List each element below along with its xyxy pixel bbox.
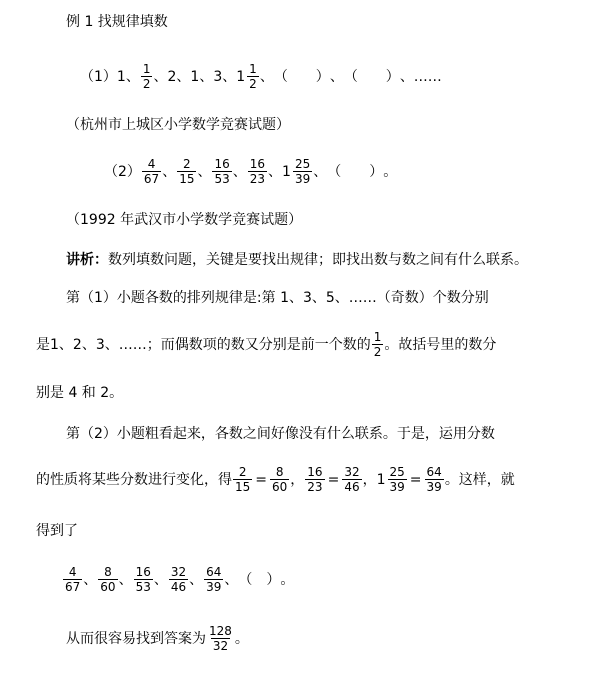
q1-blank: （ ） [273,68,330,85]
fraction-denominator: 46 [344,480,360,494]
equals-sign: = [409,471,422,488]
fraction-numerator: 2 [183,157,191,171]
seq2-fraction [204,565,223,594]
fraction-denominator: 53 [135,580,151,594]
analysis-text: 数列填数问题，关键是要找出规律；即找出数与数之间有什么联系。 [108,252,528,268]
fraction-denominator: 46 [170,580,187,594]
answer-fraction [207,624,234,653]
q1-item: 3 [213,68,223,85]
eq3-right-fraction [425,465,444,494]
q1-sep: 、 [199,68,214,85]
q1-sep: 、 [222,68,237,85]
source-2 [66,210,302,230]
fraction-numerator: 4 [68,565,77,579]
conclusion [66,624,249,653]
fraction-denominator: 67 [143,172,160,186]
q2-blank: （ ） [327,163,384,180]
fraction-numerator: 1 [373,330,382,344]
seq2-sep: 、 [83,571,98,588]
fraction-denominator: 2 [249,77,257,91]
para1-fraction [372,330,384,359]
sequence-2 [62,565,294,594]
fraction-numerator: 16 [307,465,323,479]
q2-sep: 、 [162,163,177,180]
q2-mixed-whole: 1 [282,163,291,180]
seq2-sep: 、 [118,571,133,588]
question-2 [104,157,397,186]
para2-line1 [66,424,495,444]
fraction-denominator: 2 [373,345,382,359]
fraction-denominator: 15 [179,172,195,186]
q1-label: （1） [80,68,117,85]
fraction-denominator: 39 [294,172,311,186]
fraction-numerator: 32 [170,565,187,579]
q2-mixed-fraction [293,157,312,186]
seq2-fraction [169,565,188,594]
fraction-numerator: 8 [275,465,284,479]
fraction-numerator: 2 [238,465,247,479]
q2-sep: 、 [268,163,283,180]
q1-ellipsis: 、…… [399,68,442,85]
q1-mixed-whole: 1 [236,68,246,85]
eq1-right-fraction [270,465,289,494]
q2-label: （2） [104,163,141,180]
seq2-sep: 、 [153,571,168,588]
fraction-denominator: 23 [307,480,323,494]
q1-item: 1 [190,68,200,85]
para2-line2 [36,465,515,494]
seq2-fraction [134,565,153,594]
fraction-denominator: 53 [214,172,230,186]
q1-mixed-fraction [247,62,259,91]
fraction-numerator: 16 [214,157,230,171]
fraction-denominator: 39 [426,480,442,494]
fraction-numerator: 25 [294,157,311,171]
fraction-denominator: 60 [100,580,116,594]
seq2-blank: （ ） [238,571,281,588]
fraction-numerator: 8 [104,565,112,579]
q1-item: 2 [167,68,177,85]
equals-sign: = [327,471,340,488]
q2-fraction [212,157,231,186]
seq2-fraction [63,565,82,594]
fraction-numerator: 64 [426,465,442,479]
fraction-numerator: 4 [147,157,156,171]
para2-line2-text-b: 。这样，就 [444,471,515,488]
eq1-left-fraction [233,465,252,494]
q1-sep: 、 [176,68,191,85]
para1-line1 [66,288,489,308]
fraction-numerator: 25 [389,465,405,479]
q1-blank: （ ） [343,68,400,85]
seq2-sep: 、 [189,571,204,588]
q1-sep: 、 [329,68,344,85]
analysis-label: 讲析： [66,252,108,268]
example-title-text: 例 1 找规律填数 [66,14,168,30]
para1-line2-text-a: 是1、2、3、……；而偶数项的数又分别是前一个数的 [36,336,371,353]
eq3-whole: 1 [376,471,386,488]
q2-sep: 、 [197,163,212,180]
para2-line3 [36,521,78,541]
analysis [66,250,528,270]
para1-line2-text-b: 。故括号里的数分 [384,336,497,353]
question-1 [80,62,442,91]
fraction-numerator: 16 [249,157,266,171]
eq3-left-fraction [388,465,407,494]
q1-sep: 、 [259,68,274,85]
conclusion-end: 。 [234,630,249,647]
q1-sep: 、 [153,68,168,85]
fraction-numerator: 1 [142,62,151,76]
equals-sign: = [255,471,268,488]
fraction-numerator: 128 [209,624,232,638]
fraction-denominator: 23 [249,172,266,186]
fraction-denominator: 39 [389,480,405,494]
q1-item: 1 [116,68,126,85]
fraction-numerator: 1 [249,62,257,76]
q2-fraction [142,157,161,186]
fraction-denominator: 67 [65,580,81,594]
para2-line2-text-a: 的性质将某些分数进行变化，得 [36,471,232,488]
para1-line2 [36,330,496,359]
fraction-denominator: 39 [206,580,222,594]
fraction-denominator: 60 [272,480,288,494]
source-2-text: （1992 年武汉市小学数学竞赛试题） [66,212,303,228]
fraction-denominator: 15 [235,480,251,494]
para1-line3-text: 别是 4 和 2。 [36,385,124,401]
seq2-sep: 、 [224,571,239,588]
example-title [66,12,168,32]
comma: ， [362,471,377,488]
fraction-numerator: 64 [206,565,222,579]
q2-sep: 、 [232,163,247,180]
conclusion-text: 从而很容易找到答案为 [66,630,206,647]
q2-fraction [248,157,267,186]
fraction-denominator: 32 [212,639,229,653]
q1-fraction-half [141,62,153,91]
q2-sep: 、 [313,163,328,180]
seq2-fraction [98,565,117,594]
source-1 [66,115,290,135]
para2-line3-text: 得到了 [36,523,78,539]
para1-line1-text: 第（1）小题各数的排列规律是:第 1、3、5、……（奇数）个数分别 [66,290,489,306]
q2-fraction [177,157,196,186]
q1-sep: 、 [125,68,140,85]
comma: ， [290,471,305,488]
eq2-right-fraction [342,465,361,494]
para2-line1-text: 第（2）小题粗看起来，各数之间好像没有什么联系。于是，运用分数 [66,426,495,442]
fraction-numerator: 16 [135,565,151,579]
para1-line3 [36,383,123,403]
eq2-left-fraction [305,465,324,494]
q2-end: 。 [383,163,398,180]
source-1-text: （杭州市上城区小学数学竞赛试题） [66,117,290,133]
fraction-denominator: 2 [142,77,151,91]
seq2-end: 。 [280,571,295,588]
fraction-numerator: 32 [344,465,360,479]
